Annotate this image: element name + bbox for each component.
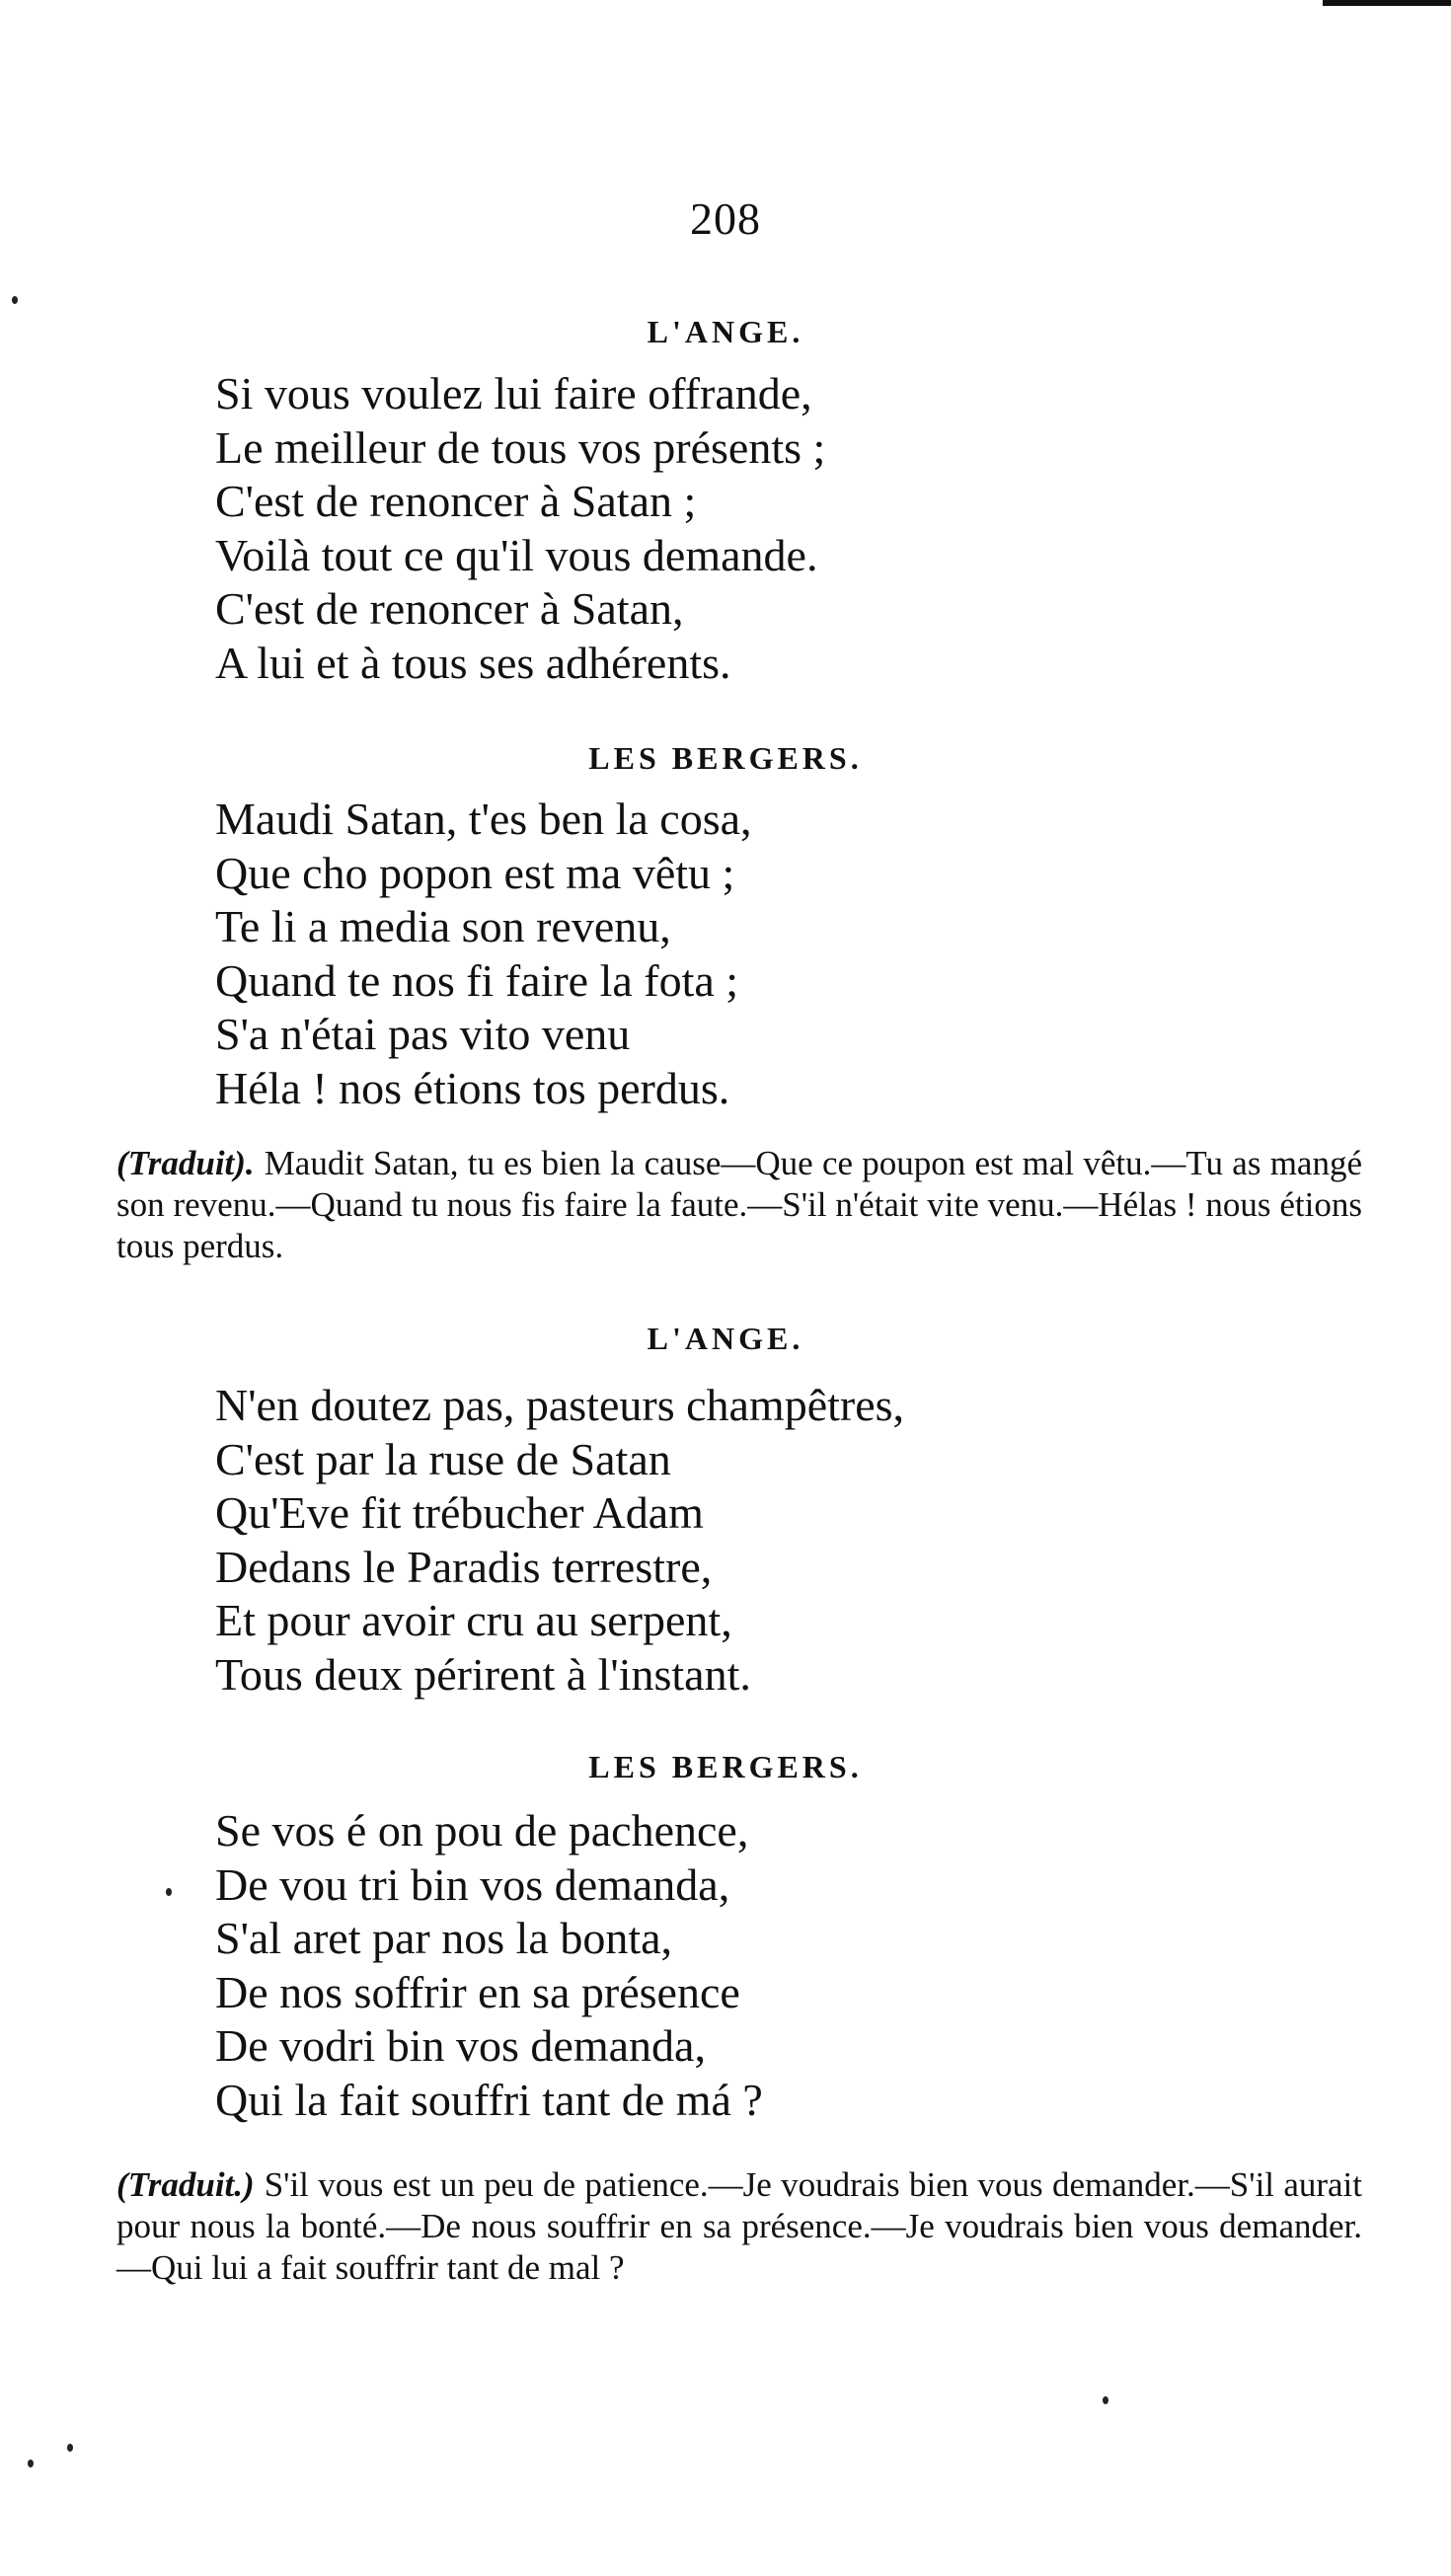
- translation-paragraph: [116, 2164, 1362, 2289]
- verse-line: Le meilleur de tous vos présents ;: [215, 421, 826, 473]
- translation-text: S'il vous est un peu de patience.—Je voudrais bien vous demander.—S'il aurait pour nous la bonté.—De nous souffrir en sa présence.—Je voudrais bien vous demander.—Qui lui a fait souffrir tant de mal ?: [116, 2165, 1362, 2287]
- speaker-heading: L'ANGE.: [647, 314, 804, 349]
- verse-line: Qui la fait souffri tant de má ?: [215, 2074, 763, 2125]
- translation-tag: (Traduit).: [116, 1144, 255, 1182]
- verse-line: Quand te nos fi faire la fota ;: [215, 954, 739, 1006]
- translation-tag: (Traduit.): [116, 2165, 255, 2204]
- print-speck: [166, 1888, 172, 1896]
- verse-line: Dedans le Paradis terrestre,: [215, 1541, 713, 1592]
- verse-line: N'en doutez pas, pasteurs champêtres,: [215, 1380, 905, 1430]
- verse-line: De nos soffrir en sa présence: [215, 1966, 740, 2017]
- verse-line: C'est de renoncer à Satan,: [215, 583, 684, 634]
- verse-line: S'a n'étai pas vito venu: [215, 1009, 631, 1059]
- page-edge-mark: [1323, 0, 1451, 6]
- verse-line: Et pour avoir cru au serpent,: [215, 1595, 732, 1645]
- verse-line: A lui et à tous ses adhérents.: [215, 637, 731, 688]
- verse-line: S'al aret par nos la bonta,: [215, 1913, 673, 1963]
- verse-line: Que cho popon est ma vêtu ;: [215, 847, 735, 898]
- verse-line: De vodri bin vos demanda,: [215, 2020, 706, 2071]
- verse-line: Voilà tout ce qu'il vous demande.: [215, 529, 818, 580]
- print-speck: [67, 2444, 73, 2452]
- verse-line: C'est par la ruse de Satan: [215, 1433, 671, 1484]
- print-speck: [12, 296, 18, 304]
- verse-line: Tous deux périrent à l'instant.: [215, 1648, 751, 1700]
- verse-line: Te li a media son revenu,: [215, 901, 671, 951]
- verse-line: Si vous voulez lui faire offrande,: [215, 368, 812, 418]
- verse-line: Se vos é on pou de pachence,: [215, 1805, 749, 1856]
- translation-text: Maudit Satan, tu es bien la cause—Que ce poupon est mal vêtu.—Tu as mangé son revenu.—Quand tu nous fis faire la faute.—S'il n'était vite venu.—Hélas ! nous étions tous perdus.: [116, 1144, 1362, 1265]
- translation-paragraph: [116, 1143, 1362, 1267]
- speaker-heading: L'ANGE.: [647, 1321, 804, 1356]
- speaker-heading: LES BERGERS.: [588, 1749, 863, 1784]
- verse-line: C'est de renoncer à Satan ;: [215, 476, 697, 526]
- print-speck: [28, 2460, 34, 2467]
- verse-line: Héla ! nos étions tos perdus.: [215, 1062, 730, 1113]
- verse-line: Maudi Satan, t'es ben la cosa,: [215, 794, 752, 844]
- speaker-heading: LES BERGERS.: [588, 740, 863, 776]
- page-number: 208: [690, 193, 761, 244]
- verse-stanza: [215, 1804, 1301, 2127]
- verse-line: Qu'Eve fit trébucher Adam: [215, 1487, 704, 1538]
- verse-stanza: [215, 793, 1301, 1115]
- print-speck: [1103, 2396, 1108, 2404]
- verse-stanza: [215, 367, 1301, 690]
- verse-stanza: [215, 1379, 1301, 1702]
- verse-line: De vou tri bin vos demanda,: [215, 1858, 730, 1910]
